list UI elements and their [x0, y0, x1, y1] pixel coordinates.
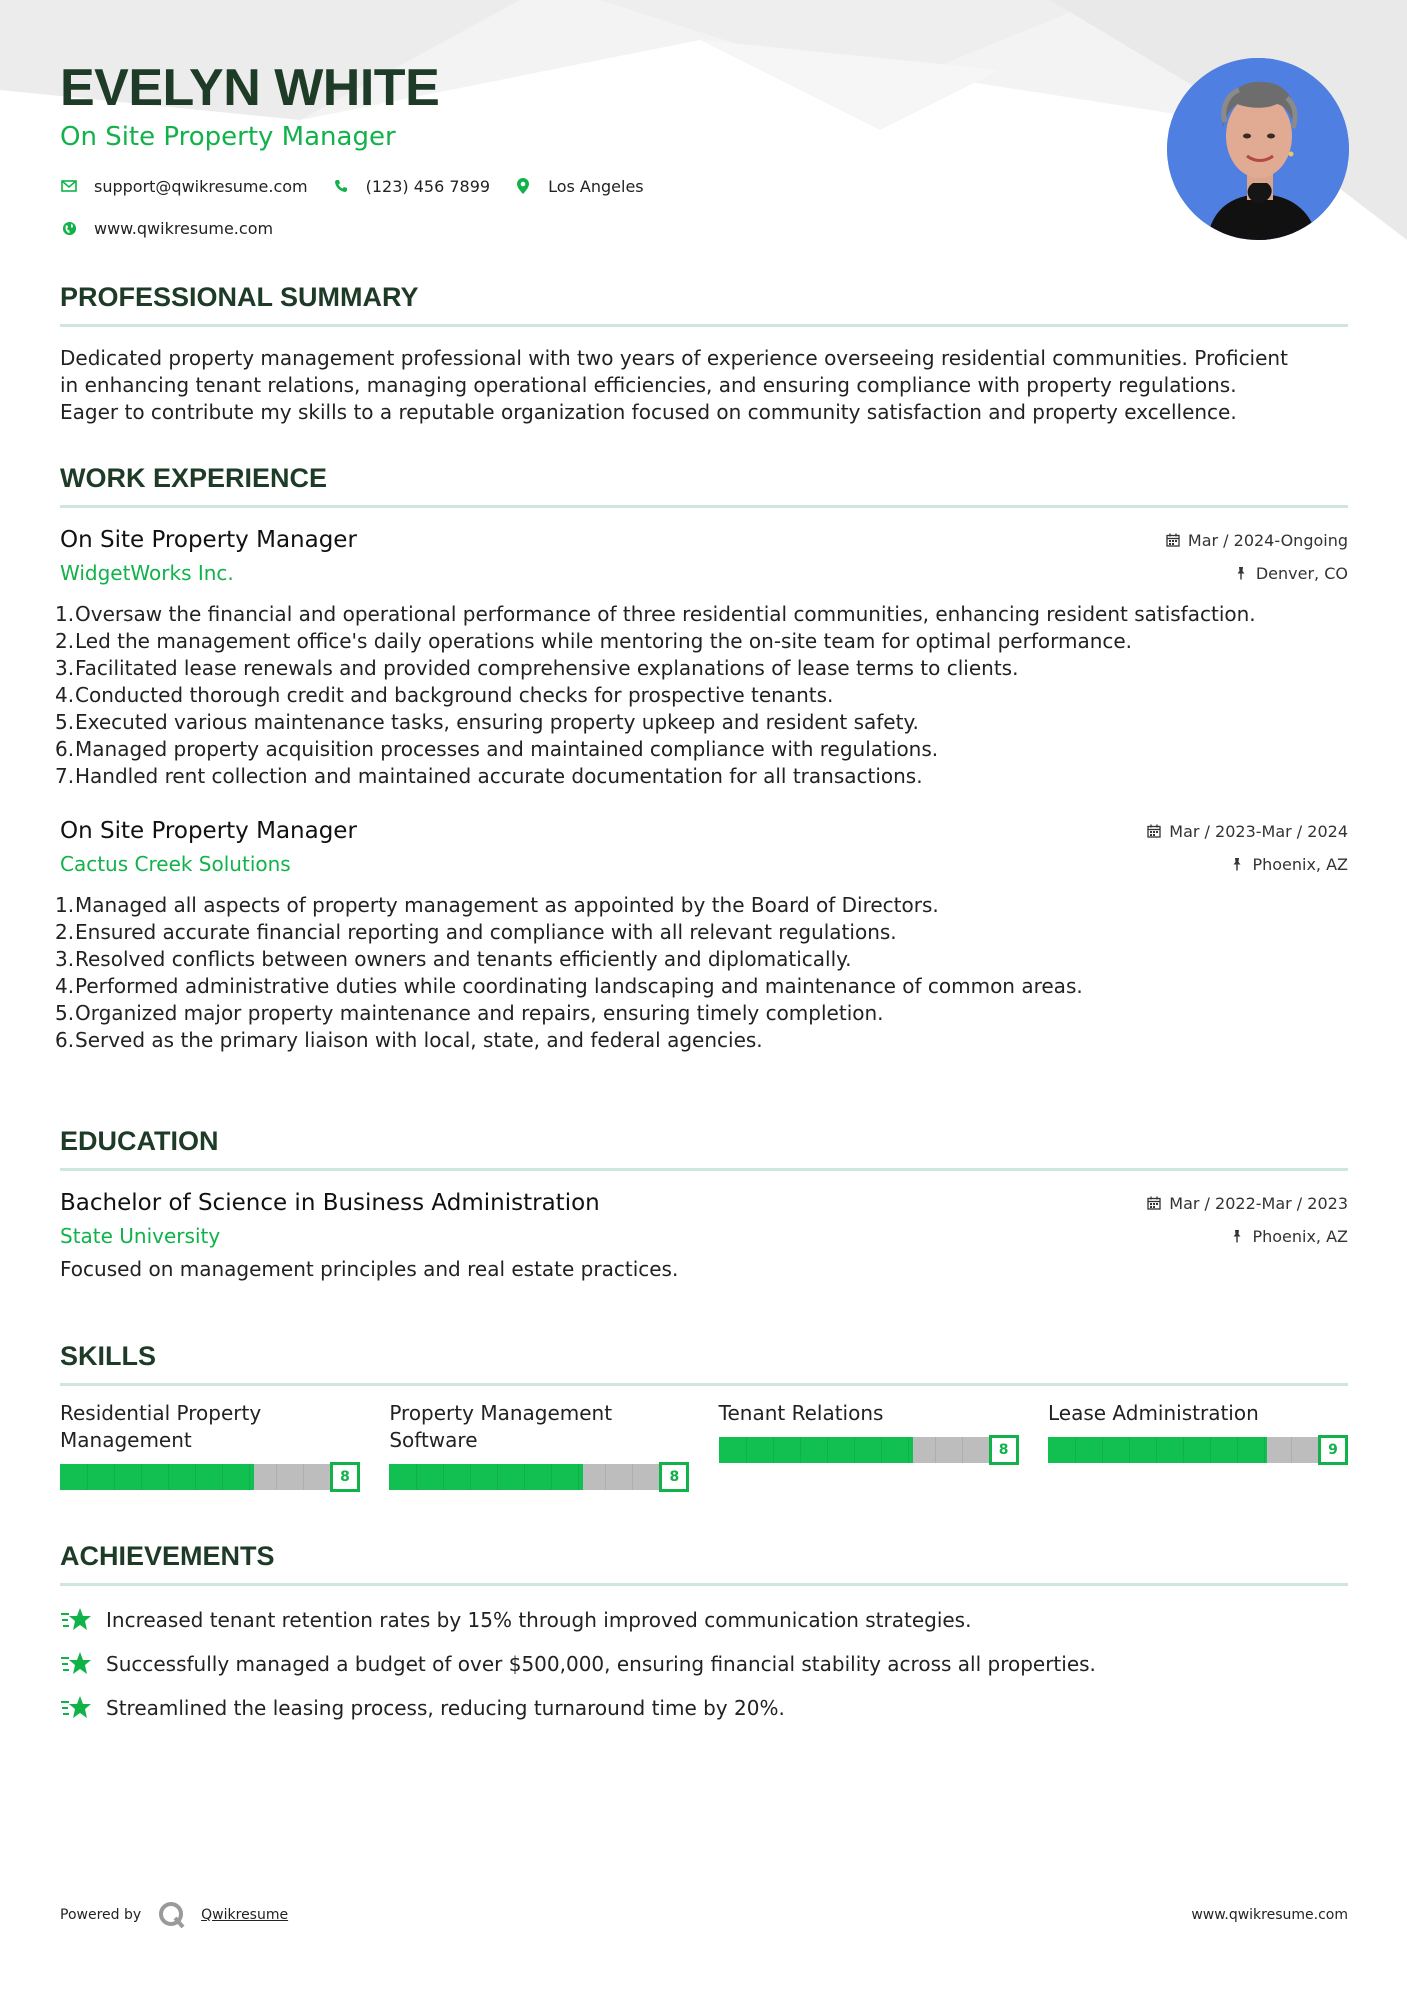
skill-bar-segment: [249, 1464, 250, 1490]
footer-left: [60, 1900, 288, 1930]
skill-bar-segment: [551, 1464, 552, 1490]
skills-section: [60, 1339, 1348, 1492]
summary-line: in enhancing tenant relations, managing operational efficiencies, and ensuring compliance with property regulations.: [60, 373, 1237, 397]
summary-line: Dedicated property management professional with two years of experience overseeing residential communities. Proficient: [60, 346, 1288, 370]
job-meta: [1166, 529, 1348, 584]
phone-icon: [332, 177, 350, 195]
education-meta: [1147, 1192, 1348, 1247]
skill-bar-segment: [1291, 1437, 1292, 1463]
calendar-icon: [1166, 533, 1180, 547]
skill-score: 8: [330, 1462, 360, 1492]
achievements-list: [60, 1598, 1348, 1730]
calendar-icon: [1147, 824, 1161, 838]
job-company: Cactus Creek Solutions: [60, 852, 291, 876]
skill-bar-segment: [141, 1464, 142, 1490]
skill-bar-segment: [1129, 1437, 1130, 1463]
achievements-section: [60, 1539, 1348, 1730]
duty-item: 6. Served as the primary liaison with local, state, and federal agencies.: [55, 1028, 763, 1052]
skill-bar-segment: [962, 1437, 963, 1463]
duty-item: 2. Ensured accurate financial reporting and compliance with all relevant regulations.: [55, 920, 897, 944]
job-dates-text: Mar / 2024-Ongoing: [1187, 530, 1348, 550]
achievement-text: Increased tenant retention rates by 15% through improved communication strategies.: [106, 1608, 972, 1632]
star-icon: [60, 1694, 92, 1722]
section-divider: [60, 1383, 1348, 1386]
contact-row-website: [60, 216, 1060, 240]
skill-bar-segment: [827, 1437, 828, 1463]
job-header: [60, 816, 1348, 878]
achievement-item: [60, 1686, 1348, 1730]
job-header: [60, 525, 1348, 587]
powered-by-label: Powered by: [60, 1907, 142, 1923]
skill-score: 8: [989, 1435, 1019, 1465]
skill-bar-segment: [908, 1437, 909, 1463]
skill-name: Tenant Relations: [718, 1401, 884, 1425]
degree-title: Bachelor of Science in Business Administration: [60, 1190, 600, 1216]
skill-bar-segment: [114, 1464, 115, 1490]
education-dates: [1147, 1192, 1348, 1214]
brand-link[interactable]: Qwikresume: [201, 1907, 289, 1923]
section-divider: [60, 505, 1348, 508]
skill-bar-segment: [773, 1437, 774, 1463]
contact-phone[interactable]: [332, 177, 490, 196]
skill-bar-segment: [443, 1464, 444, 1490]
achievement-text: Streamlined the leasing process, reducing turnaround time by 20%.: [106, 1696, 785, 1720]
pushpin-icon: [1230, 857, 1244, 871]
skill-bar-segment: [1210, 1437, 1211, 1463]
star-icon: [60, 1650, 92, 1678]
job-location-text: Phoenix, AZ: [1252, 854, 1348, 874]
education-location-text: Phoenix, AZ: [1252, 1226, 1348, 1246]
skill-bar-fill: [1048, 1437, 1267, 1463]
duty-item: 4. Conducted thorough credit and background checks for prospective tenants.: [55, 683, 834, 707]
envelope-icon: [60, 177, 78, 195]
skill-name: Lease Administration: [1047, 1401, 1259, 1425]
star-icon: [60, 1606, 92, 1634]
map-pin-icon: [514, 177, 532, 195]
job-entry: [55, 816, 1348, 1054]
skill-bar-segment: [470, 1464, 471, 1490]
summary-heading: PROFESSIONAL SUMMARY: [60, 282, 419, 312]
duty-item: 5. Executed various maintenance tasks, ensuring property upkeep and resident safety.: [55, 710, 919, 734]
duty-item: 3. Facilitated lease renewals and provided comprehensive explanations of lease terms to clients.: [55, 656, 1019, 680]
location-text: Los Angeles: [548, 176, 644, 196]
skill-item: [389, 1400, 689, 1492]
skill-item: [719, 1400, 1019, 1492]
skill-bar-segment: [1075, 1437, 1076, 1463]
duty-item: 6. Managed property acquisition processes and maintained compliance with regulations.: [55, 737, 939, 761]
page-footer: [60, 1897, 1348, 1933]
job-duties: [55, 892, 1348, 1054]
candidate-name: EVELYN WHITE: [60, 59, 440, 117]
skill-bar-segment: [1183, 1437, 1184, 1463]
skill-bar-segment: [168, 1464, 169, 1490]
skill-name: Property Management Software: [389, 1401, 613, 1452]
summary-text: [60, 345, 1348, 426]
profile-photo: [1167, 58, 1349, 240]
education-dates-text: Mar / 2022-Mar / 2023: [1169, 1193, 1348, 1213]
skill-bar-segment: [87, 1464, 88, 1490]
contact-website[interactable]: [60, 219, 273, 238]
footer-site-link[interactable]: www.qwikresume.com: [1191, 1907, 1348, 1923]
section-divider: [60, 1583, 1348, 1586]
job-title: On Site Property Manager: [60, 818, 357, 844]
education-entry: [60, 1188, 1348, 1283]
skill-rating-bar: [60, 1462, 360, 1492]
skill-score: 9: [1318, 1435, 1348, 1465]
globe-icon: [60, 219, 78, 237]
job-location-text: Denver, CO: [1255, 563, 1348, 583]
experience-heading: WORK EXPERIENCE: [60, 463, 328, 493]
resume-header: [60, 58, 1060, 240]
skill-bar-segment: [497, 1464, 498, 1490]
skill-bar-segment: [416, 1464, 417, 1490]
skill-bar-segment: [1156, 1437, 1157, 1463]
qwikresume-logo-icon: [157, 1900, 187, 1930]
job-location: [1147, 853, 1348, 875]
contact-email[interactable]: [60, 177, 308, 196]
duty-item: 1. Oversaw the financial and operational performance of three residential communities, enhancing resident satisfaction.: [55, 602, 1256, 626]
skill-bar-segment: [276, 1464, 277, 1490]
section-divider: [60, 324, 1348, 327]
skill-bar-segment: [524, 1464, 525, 1490]
duty-item: 2. Led the management office's daily operations while mentoring the on-site team for optimal performance.: [55, 629, 1133, 653]
skill-bar-segment: [1264, 1437, 1265, 1463]
skill-item: [60, 1400, 360, 1492]
phone-text: (123) 456 7899: [365, 176, 491, 196]
email-text: support@qwikresume.com: [94, 176, 308, 196]
achievement-item: [60, 1642, 1348, 1686]
skill-item: [1048, 1400, 1348, 1492]
pushpin-icon: [1230, 1229, 1244, 1243]
section-divider: [60, 1168, 1348, 1171]
job-entry: [55, 525, 1348, 790]
skill-bar-segment: [746, 1437, 747, 1463]
experience-section: [55, 461, 1348, 1054]
job-dates: [1166, 529, 1348, 551]
achievement-text: Successfully managed a budget of over $500,000, ensuring financial stability across all properties.: [106, 1652, 1096, 1676]
duty-item: 5. Organized major property maintenance and repairs, ensuring timely completion.: [55, 1001, 884, 1025]
pushpin-icon: [1234, 566, 1248, 580]
summary-line: Eager to contribute my skills to a reputable organization focused on community satisfaction and property excellence.: [60, 400, 1237, 424]
contact-row: [60, 174, 1060, 198]
candidate-title: On Site Property Manager: [60, 122, 396, 152]
skill-bar-segment: [578, 1464, 579, 1490]
school-name: State University: [60, 1224, 221, 1248]
skill-bar-segment: [1102, 1437, 1103, 1463]
skills-heading: SKILLS: [60, 1341, 157, 1371]
education-location: [1147, 1225, 1348, 1247]
achievement-item: [60, 1598, 1348, 1642]
job-dates: [1147, 820, 1348, 842]
skill-bar-segment: [222, 1464, 223, 1490]
skill-score: 8: [659, 1462, 689, 1492]
skill-bar-segment: [195, 1464, 196, 1490]
job-meta: [1147, 820, 1348, 875]
job-duties: [55, 601, 1348, 790]
skill-bar-segment: [854, 1437, 855, 1463]
skill-bar-segment: [1237, 1437, 1238, 1463]
skill-bar-segment: [800, 1437, 801, 1463]
skill-rating-bar: [389, 1462, 689, 1492]
skill-rating-bar: [1048, 1435, 1348, 1465]
skill-bar-segment: [881, 1437, 882, 1463]
skill-bar-segment: [605, 1464, 606, 1490]
website-text: www.qwikresume.com: [94, 218, 274, 238]
education-section: [60, 1124, 1348, 1283]
duty-item: 7. Handled rent collection and maintained accurate documentation for all transactions.: [55, 764, 923, 788]
skill-bar-fill: [60, 1464, 254, 1490]
skill-bar-fill: [719, 1437, 913, 1463]
skill-bar-fill: [389, 1464, 583, 1490]
education-heading: EDUCATION: [60, 1126, 219, 1156]
job-title: On Site Property Manager: [60, 527, 357, 553]
achievements-heading: ACHIEVEMENTS: [60, 1541, 275, 1571]
skill-name: Residential Property Management: [60, 1401, 262, 1452]
education-description: Focused on management principles and real estate practices.: [60, 1257, 679, 1281]
skill-bar-segment: [303, 1464, 304, 1490]
job-dates-text: Mar / 2023-Mar / 2024: [1169, 821, 1348, 841]
education-header: [60, 1188, 1348, 1250]
duty-item: 1. Managed all aspects of property management as appointed by the Board of Directors.: [55, 893, 939, 917]
summary-section: [60, 280, 1348, 426]
job-company: WidgetWorks Inc.: [60, 561, 234, 585]
skill-bar-segment: [632, 1464, 633, 1490]
duty-item: 3. Resolved conflicts between owners and tenants efficiently and diplomatically.: [55, 947, 852, 971]
contact-location: [514, 177, 644, 196]
duty-item: 4. Performed administrative duties while coordinating landscaping and maintenance of common areas.: [55, 974, 1083, 998]
skills-grid: [60, 1400, 1348, 1492]
skill-bar-segment: [935, 1437, 936, 1463]
skill-rating-bar: [719, 1435, 1019, 1465]
job-location: [1166, 562, 1348, 584]
calendar-icon: [1147, 1196, 1161, 1210]
